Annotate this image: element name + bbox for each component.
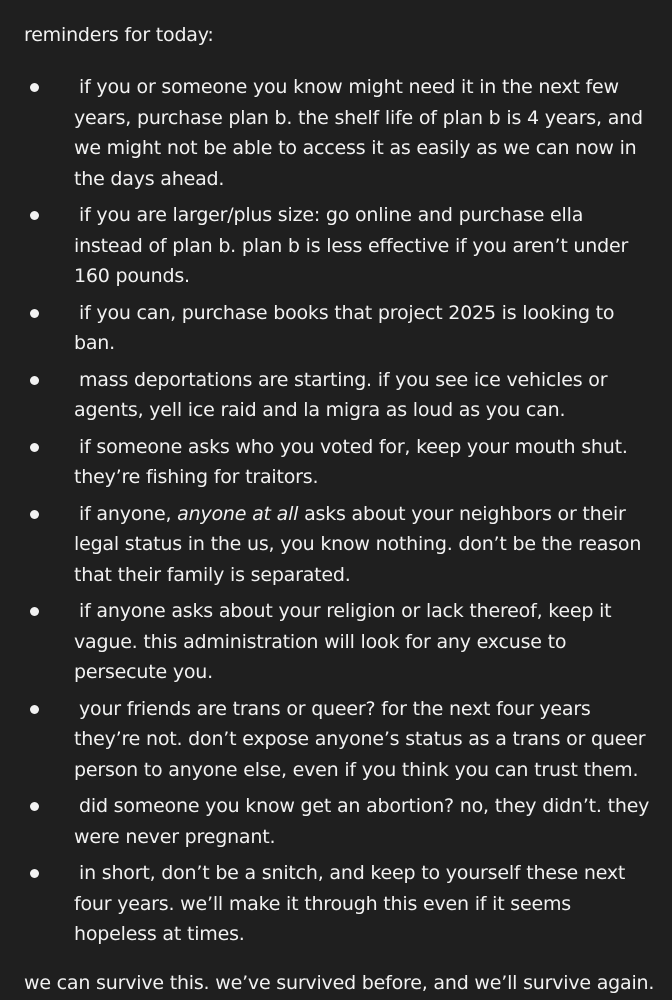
reminders-list (0, 72, 672, 956)
bullet-icon (30, 802, 39, 811)
emphasis-text: anyone at all (177, 502, 299, 525)
list-item (0, 694, 672, 786)
list-item-text: your friends are trans or queer? for the next four years they’re not. don’t expose anyone’s status as a trans or queer person to anyone else, even if you think you can trust them. (74, 697, 646, 781)
list-item-text (74, 499, 650, 591)
bullet-icon (30, 607, 39, 616)
bullet-icon (30, 869, 39, 878)
list-item (0, 791, 672, 852)
list-item-text: if you are larger/plus size: go online and purchase ella instead of plan b. plan b is less effective if you aren’t under 160 pounds. (74, 204, 629, 287)
bullet-icon (30, 211, 39, 220)
closing-statement: we can survive this. we’ve survived before, and we’ll survive again. (24, 972, 655, 994)
reminders-heading: reminders for today: (24, 24, 214, 46)
list-item-text: mass deportations are starting. if you see ice vehicles or agents, yell ice raid and la migra as loud as you can. (74, 368, 608, 421)
list-item-text: if you or someone you know might need it in the next few years, purchase plan b. the shelf life of plan b is 4 years, and we might not be able to access it as easily as we can now in the days ahead. (74, 76, 643, 190)
text-fragment: asks about your neighbors or their legal status in the us, you know nothing. don’t be the reason that their family is separated. (74, 502, 642, 586)
list-item-text: if anyone asks about your religion or lack thereof, keep it vague. this administration will look for any excuse to persecute you. (74, 600, 612, 683)
list-item (0, 298, 672, 359)
bullet-icon (30, 309, 39, 318)
list-item-text: in short, don’t be a snitch, and keep to yourself these next four years. we’ll make it through this even if it seems hopeless at times. (74, 862, 626, 945)
list-item-text: if you can, purchase books that project 2025 is looking to ban. (74, 301, 615, 354)
bullet-icon (30, 510, 39, 519)
bullet-icon (30, 83, 39, 92)
list-item (0, 499, 672, 591)
text-fragment: if anyone, (79, 502, 178, 525)
list-item (0, 596, 672, 688)
list-item (0, 858, 672, 950)
bullet-icon (30, 443, 39, 452)
list-item (0, 72, 672, 194)
list-item (0, 365, 672, 426)
bullet-icon (30, 705, 39, 714)
list-item (0, 200, 672, 292)
list-item (0, 432, 672, 493)
list-item-text: if someone asks who you voted for, keep your mouth shut. they’re fishing for traitors. (74, 435, 628, 488)
bullet-icon (30, 376, 39, 385)
list-item-text: did someone you know get an abortion? no, they didn’t. they were never pregnant. (74, 795, 650, 848)
